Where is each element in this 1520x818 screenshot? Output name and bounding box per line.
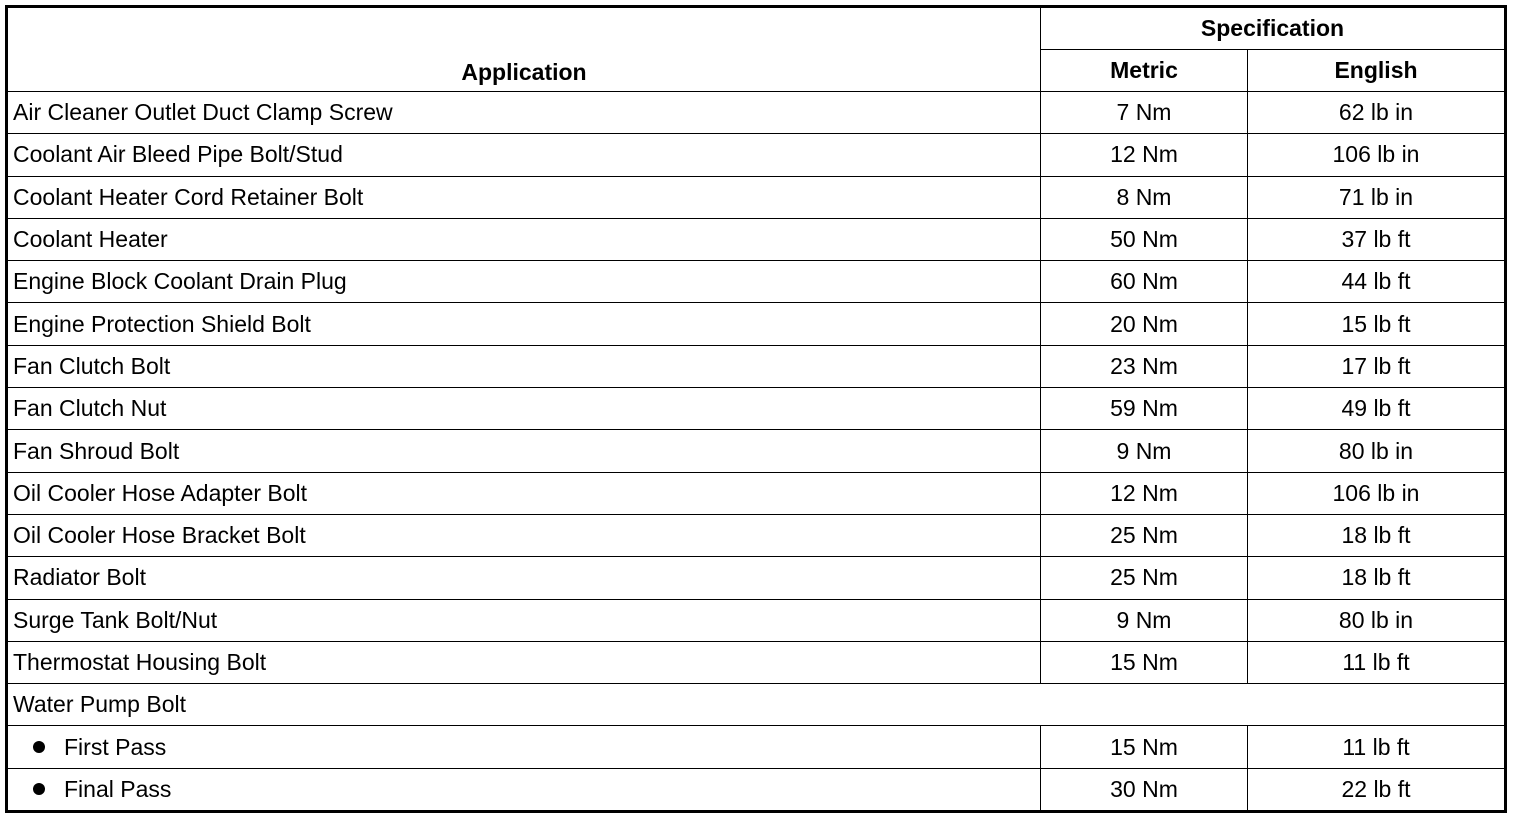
english-cell: 106 lb in [1248,472,1506,514]
table-row [7,261,1506,303]
application-cell [7,726,1041,768]
header-row [7,7,1506,50]
bullet-icon [33,741,45,753]
metric-cell: 8 Nm [1041,176,1248,218]
metric-cell: 15 Nm [1041,641,1248,683]
metric-cell: 59 Nm [1041,388,1248,430]
table-row [7,218,1506,260]
metric-cell: 20 Nm [1041,303,1248,345]
application-cell: Fan Shroud Bolt [7,430,1041,472]
metric-cell: 12 Nm [1041,134,1248,176]
bullet-icon [33,783,45,795]
table-row [7,176,1506,218]
table-row [7,92,1506,134]
metric-cell: 7 Nm [1041,92,1248,134]
sub-item-label: First Pass [64,733,167,760]
metric-cell: 30 Nm [1041,768,1248,811]
english-cell: 17 lb ft [1248,345,1506,387]
metric-cell: 15 Nm [1041,726,1248,768]
application-cell: Thermostat Housing Bolt [7,641,1041,683]
english-cell: 18 lb ft [1248,557,1506,599]
metric-cell: 25 Nm [1041,514,1248,556]
english-cell: 11 lb ft [1248,641,1506,683]
english-cell: 80 lb in [1248,430,1506,472]
application-cell: Engine Block Coolant Drain Plug [7,261,1041,303]
table-row [7,557,1506,599]
english-cell: 18 lb ft [1248,514,1506,556]
application-cell: Oil Cooler Hose Bracket Bolt [7,514,1041,556]
application-column-header: Application [7,7,1041,92]
table-row [7,430,1506,472]
application-cell: Surge Tank Bolt/Nut [7,599,1041,641]
application-cell [7,768,1041,811]
metric-cell: 9 Nm [1041,599,1248,641]
english-cell: 49 lb ft [1248,388,1506,430]
english-column-header: English [1248,50,1506,92]
application-cell: Coolant Heater Cord Retainer Bolt [7,176,1041,218]
table-row [7,514,1506,556]
application-cell: Fan Clutch Bolt [7,345,1041,387]
group-header-row [7,684,1506,726]
english-cell: 44 lb ft [1248,261,1506,303]
english-cell: 22 lb ft [1248,768,1506,811]
table-row [7,599,1506,641]
application-cell: Coolant Heater [7,218,1041,260]
table-row [7,303,1506,345]
application-cell: Coolant Air Bleed Pipe Bolt/Stud [7,134,1041,176]
table-row [7,726,1506,768]
table-row [7,134,1506,176]
english-cell: 15 lb ft [1248,303,1506,345]
table-row [7,345,1506,387]
sub-item-label: Final Pass [64,775,172,802]
english-cell: 106 lb in [1248,134,1506,176]
english-cell: 37 lb ft [1248,218,1506,260]
metric-cell: 9 Nm [1041,430,1248,472]
english-cell: 62 lb in [1248,92,1506,134]
torque-specification-table [5,5,1507,813]
metric-cell: 50 Nm [1041,218,1248,260]
english-cell: 80 lb in [1248,599,1506,641]
english-cell: 11 lb ft [1248,726,1506,768]
metric-column-header: Metric [1041,50,1248,92]
metric-cell: 23 Nm [1041,345,1248,387]
application-cell: Radiator Bolt [7,557,1041,599]
metric-cell: 12 Nm [1041,472,1248,514]
metric-cell: 60 Nm [1041,261,1248,303]
application-cell: Oil Cooler Hose Adapter Bolt [7,472,1041,514]
application-cell: Engine Protection Shield Bolt [7,303,1041,345]
group-label-cell: Water Pump Bolt [7,684,1506,726]
table-row [7,768,1506,811]
english-cell: 71 lb in [1248,176,1506,218]
application-cell: Fan Clutch Nut [7,388,1041,430]
table-row [7,472,1506,514]
application-cell: Air Cleaner Outlet Duct Clamp Screw [7,92,1041,134]
specification-column-header: Specification [1041,7,1506,50]
table-row [7,388,1506,430]
metric-cell: 25 Nm [1041,557,1248,599]
table-row [7,641,1506,683]
